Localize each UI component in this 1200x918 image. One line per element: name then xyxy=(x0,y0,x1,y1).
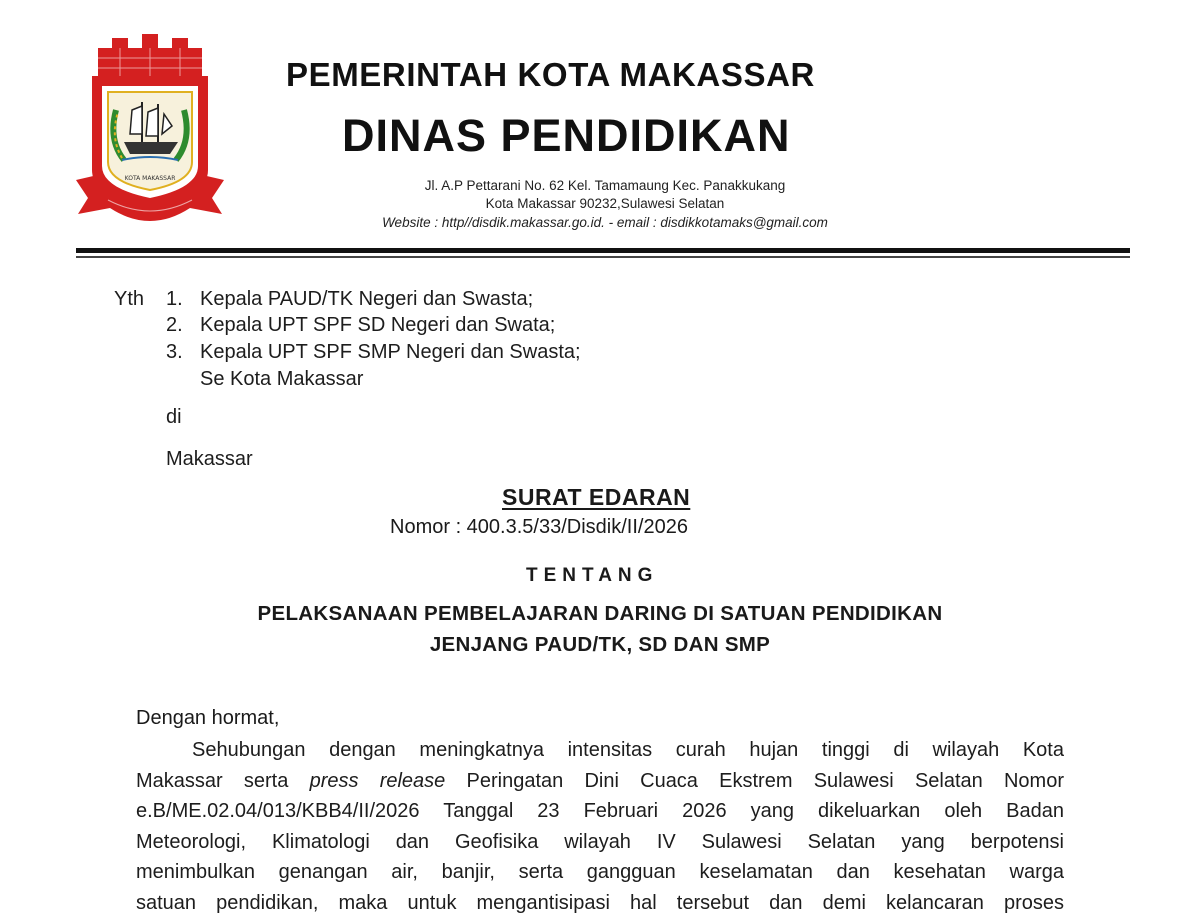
body-line: Meteorologi, Klimatologi dan Geofisika wilayah IV Sulawesi Selatan yang berpotensi xyxy=(136,827,1064,858)
svg-text:KOTA MAKASSAR: KOTA MAKASSAR xyxy=(125,175,176,182)
body-line: menimbulkan genangan air, banjir, serta gangguan keselamatan dan kesehatan warga xyxy=(136,857,1064,888)
addressee-item-number: 2. xyxy=(166,314,183,337)
letterhead-address-street: Jl. A.P Pettarani No. 62 Kel. Tamamaung Kec. Panakkukang xyxy=(300,178,910,193)
body-line: Sehubungan dengan meningkatnya intensitas curah hujan tinggi di wilayah Kota xyxy=(136,735,1064,766)
addressee-item-number: 1. xyxy=(166,288,183,311)
letter-type-heading: SURAT EDARAN xyxy=(502,484,690,511)
body-line xyxy=(136,766,1064,797)
tentang-heading: TENTANG xyxy=(526,565,658,587)
letterhead-agency-title: DINAS PENDIDIKAN xyxy=(342,110,872,162)
kota-makassar-emblem xyxy=(72,30,228,230)
letterhead-government-title: PEMERINTAH KOTA MAKASSAR xyxy=(286,56,916,94)
addressee-item: Kepala PAUD/TK Negeri dan Swasta; xyxy=(200,288,533,311)
subject-line-2: JENJANG PAUD/TK, SD DAN SMP xyxy=(200,633,1000,657)
letter-number: Nomor : 400.3.5/33/Disdik/II/2026 xyxy=(390,516,688,539)
body-emphasis: press release xyxy=(310,770,446,792)
letterhead-address-city: Kota Makassar 90232,Sulawesi Selatan xyxy=(300,196,910,211)
addressee-item-number: 3. xyxy=(166,341,183,364)
body-text: Peringatan Dini Cuaca Ekstrem Sulawesi Selatan Nomor xyxy=(445,770,1064,792)
greeting: Dengan hormat, xyxy=(136,707,279,730)
body-line: satuan pendidikan, maka untuk mengantisipasi hal tersebut dan demi kelancaran proses xyxy=(136,888,1064,918)
body-line: e.B/ME.02.04/013/KBB4/II/2026 Tanggal 23 Februari 2026 yang dikeluarkan oleh Badan xyxy=(136,796,1064,827)
body-paragraph xyxy=(136,735,1064,918)
addressee-scope: Se Kota Makassar xyxy=(200,368,363,391)
body-text: Makassar serta xyxy=(136,770,310,792)
letterhead-website-email: Website : http//disdik.makassar.go.id. - email : disdikkotamaks@gmail.com xyxy=(300,215,910,230)
addressee-yth: Yth xyxy=(114,288,144,311)
subject-line-1: PELAKSANAAN PEMBELAJARAN DARING DI SATUAN PENDIDIKAN xyxy=(200,602,1000,626)
letterhead-divider-thin xyxy=(76,256,1130,258)
addressee-item: Kepala UPT SPF SD Negeri dan Swata; xyxy=(200,314,555,337)
addressee-place: Makassar xyxy=(166,448,253,471)
addressee-item: Kepala UPT SPF SMP Negeri dan Swasta; xyxy=(200,341,581,364)
addressee-di: di xyxy=(166,406,182,429)
letterhead-divider-thick xyxy=(76,248,1130,253)
